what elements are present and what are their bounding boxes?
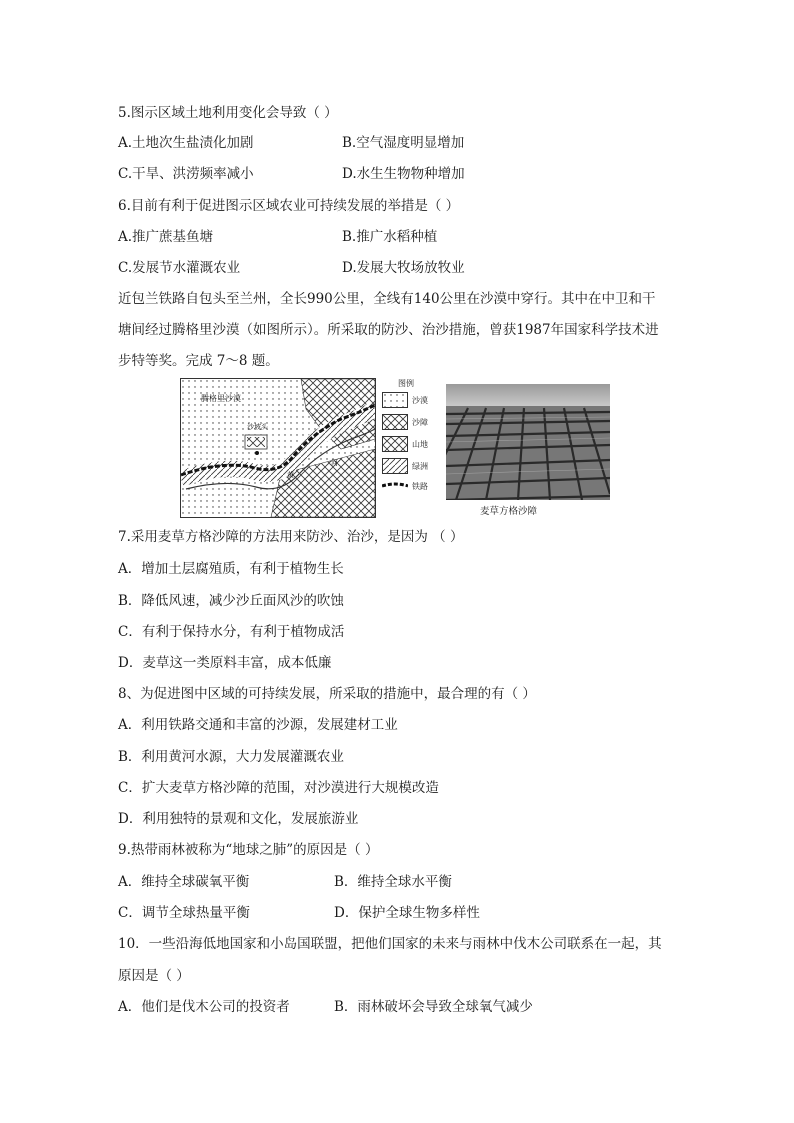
q9-stem: 9.热带雨林被称为“地球之肺”的原因是（ ） bbox=[118, 842, 379, 858]
legend-label-desert: 沙漠 bbox=[412, 396, 428, 405]
map-label-river2: 黄 bbox=[287, 471, 294, 479]
q10-stem-line-1: 10．一些沿海低地国家和小岛国联盟，把他们国家的未来与雨林中伐木公司联系在一起，其 bbox=[118, 936, 662, 952]
intro-line-3: 步特等奖。完成 7～8 题。 bbox=[118, 353, 279, 369]
map bbox=[180, 378, 376, 518]
photo-image bbox=[446, 384, 610, 500]
figure-desert-map bbox=[180, 378, 610, 518]
legend-label-mountain: 山地 bbox=[412, 440, 428, 449]
q7-option-d: D．麦草这一类原料丰富，成本低廉 bbox=[118, 655, 332, 671]
q6-option-d: D.发展大牧场放牧业 bbox=[342, 260, 465, 276]
map-label-town: 沙坡头 bbox=[247, 423, 268, 431]
intro-line-2: 塘间经过腾格里沙漠（如图所示）。所采取的防沙、治沙措施，曾获1987年国家科学技术进 bbox=[118, 322, 659, 338]
q7-option-c: C．有利于保持水分，有利于植物成活 bbox=[118, 624, 345, 640]
legend-title: 图例 bbox=[398, 379, 414, 388]
legend-swatch-mountain bbox=[382, 436, 408, 452]
q8-option-c: C．扩大麦草方格沙障的范围，对沙漠进行大规模改造 bbox=[118, 780, 439, 796]
map-legend bbox=[380, 378, 446, 518]
q5-stem: 5.图示区域土地利用变化会导致（ ） bbox=[118, 105, 338, 121]
map-label-desert: 腾格里沙漠 bbox=[201, 394, 241, 403]
legend-swatch-oasis bbox=[382, 458, 408, 474]
legend-label-railway: 铁路 bbox=[412, 482, 428, 491]
q8-option-d: D．利用独特的景观和文化，发展旅游业 bbox=[118, 811, 359, 827]
legend-swatch-desert bbox=[382, 392, 408, 408]
q9-option-d: D．保护全球生物多样性 bbox=[334, 905, 480, 921]
q8-option-b: B．利用黄河水源，大力发展灌溉农业 bbox=[118, 749, 344, 765]
legend-label-barrier: 沙障 bbox=[412, 418, 428, 427]
map-label-river: 河 bbox=[331, 459, 338, 467]
q7-option-a: A．增加土层腐殖质，有利于植物生长 bbox=[118, 561, 344, 577]
straw-checkerboard-photo bbox=[446, 384, 610, 500]
q10-option-a: A．他们是伐木公司的投资者 bbox=[118, 999, 290, 1015]
legend-swatch-barrier bbox=[382, 414, 408, 430]
map-drawing bbox=[181, 379, 375, 517]
q9-option-b: B．维持全球水平衡 bbox=[334, 874, 452, 890]
q6-stem: 6.目前有利于促进图示区域农业可持续发展的举措是（ ） bbox=[118, 198, 460, 214]
sand-barrier-fill bbox=[247, 437, 265, 447]
legend-swatch-railway bbox=[382, 482, 408, 488]
q5-option-a: A.土地次生盐渍化加剧 bbox=[118, 135, 254, 151]
q8-option-a: A．利用铁路交通和丰富的沙源，发展建材工业 bbox=[118, 717, 398, 733]
photo-caption: 麦草方格沙障 bbox=[480, 506, 538, 517]
q5-option-c: C.干旱、洪涝频率减小 bbox=[118, 166, 254, 182]
q10-option-b: B．雨林破坏会导致全球氧气减少 bbox=[334, 999, 533, 1015]
q6-option-a: A.推广蔗基鱼塘 bbox=[118, 229, 214, 245]
q6-option-c: C.发展节水灌溉农业 bbox=[118, 260, 241, 276]
q7-option-b: B．降低风速，减少沙丘面风沙的吹蚀 bbox=[118, 593, 344, 609]
legend-label-oasis: 绿洲 bbox=[412, 462, 428, 471]
q5-option-b: B.空气湿度明显增加 bbox=[342, 135, 465, 151]
town-marker bbox=[255, 451, 259, 455]
q5-option-d: D.水生生物物种增加 bbox=[342, 166, 465, 182]
q10-stem-line-2: 原因是（ ） bbox=[118, 968, 190, 984]
intro-line-1: 近包兰铁路自包头至兰州，全长990公里，全线有140公里在沙漠中穿行。其中在中卫和干 bbox=[118, 291, 656, 307]
q8-stem: 8、为促进图中区域的可持续发展，所采取的措施中，最合理的有（ ） bbox=[118, 686, 536, 702]
q9-option-c: C．调节全球热量平衡 bbox=[118, 905, 250, 921]
q6-option-b: B.推广水稻种植 bbox=[342, 229, 438, 245]
q7-stem: 7.采用麦草方格沙障的方法用来防沙、治沙，是因为 （ ） bbox=[118, 529, 464, 545]
q9-option-a: A．维持全球碳氧平衡 bbox=[118, 874, 250, 890]
